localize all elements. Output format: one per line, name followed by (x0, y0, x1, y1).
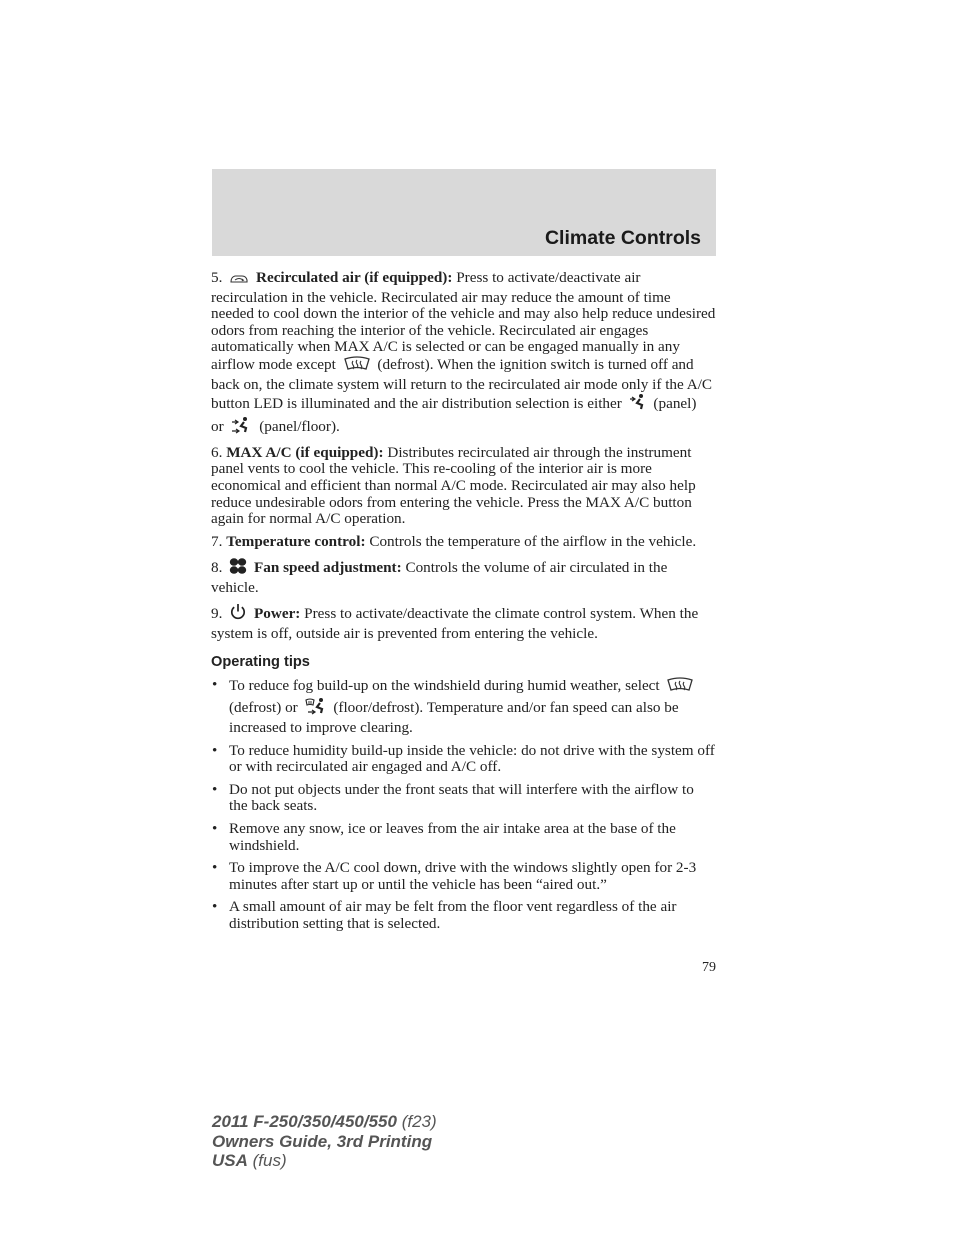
footer-line-2 (212, 1132, 437, 1152)
item-text: Press to activate/deactivate air recirculation in the vehicle. Recirculated air may reduce the amount of time needed to cool down the interior of the vehicle and may also help reduce undesired odors from reaching the interior of the vehicle. Recirculated air engages automatically when MAX A/C is selected or can be engaged manually in any airflow mode except (211, 269, 716, 373)
tips-list (211, 677, 716, 933)
bullet: • (212, 741, 218, 759)
bullet: • (212, 780, 218, 798)
item-power (211, 603, 716, 642)
item-text: Controls the temperature of the airflow in the vehicle. (369, 533, 697, 551)
tip-text: (floor/defrost). Temperature and/or fan speed can also be increased to improve clearing. (229, 699, 679, 737)
footer-line-1 (212, 1112, 437, 1132)
tip-text: To improve the A/C cool down, drive with the windows slightly open for 2-3 minutes after start up or until the vehicle has been “aired out.” (229, 859, 697, 893)
item-text: Press to activate/deactivate the climate control system. When the system is off, outside air is prevented from entering the vehicle. (211, 605, 699, 642)
footer-edition: Owners Guide, 3rd Printing (212, 1131, 433, 1151)
item-text: (panel/floor). (259, 417, 340, 435)
item-label: MAX A/C (if equipped): (226, 443, 384, 461)
power-icon (229, 603, 247, 626)
tip-text: (defrost) or (229, 699, 298, 717)
item-number: 7. (211, 533, 223, 551)
page-title: Climate Controls (544, 227, 701, 249)
list-item (211, 743, 716, 776)
header-bar (212, 169, 716, 256)
panel-floor-mode-icon (230, 416, 252, 439)
footer-line-3 (212, 1151, 437, 1171)
item-recirculated-air (211, 270, 716, 438)
item-number: 5. (211, 269, 223, 286)
defrost-icon (343, 356, 371, 377)
list-item (211, 860, 716, 893)
item-label: Temperature control: (226, 533, 366, 551)
item-number: 8. (211, 559, 223, 577)
defrost-icon (666, 677, 694, 698)
tip-text: A small amount of air may be felt from the floor vent regardless of the air distribution setting that is selected. (229, 898, 677, 932)
item-max-ac (211, 445, 716, 528)
item-text: or (211, 417, 224, 435)
footer (212, 1112, 437, 1171)
recirculation-icon (229, 273, 249, 290)
floor-defrost-icon (305, 697, 327, 720)
item-temperature-control (211, 534, 716, 551)
item-text: Distributes recirculated air through the instrument panel vents to cool the vehicle. This re-cooling of the interior air is more economical and efficient than normal A/C mode. Recirculated air may also help reduce undesirable odors from entering the vehicle. Press the MAX A/C button again for normal A/C operation. (211, 443, 696, 528)
tip-text: Remove any snow, ice or leaves from the air intake area at the base of the windshield. (229, 820, 676, 854)
page-number: 79 (702, 960, 716, 975)
list-item (211, 821, 716, 854)
footer-code: (f23) (401, 1112, 437, 1131)
bullet: • (212, 859, 218, 877)
bullet: • (212, 898, 218, 916)
bullet: • (212, 675, 218, 693)
item-text: Controls the volume of air circulated in the vehicle. (211, 559, 668, 596)
tip-text: To reduce humidity build-up inside the vehicle: do not drive with the system off or with recirculated air engaged and A/C off. (229, 741, 715, 776)
tip-text: To reduce fog build-up on the windshield during humid weather, select (229, 676, 660, 694)
fan-icon (229, 557, 247, 580)
bullet: • (212, 820, 218, 838)
section-heading: Operating tips (211, 654, 310, 671)
item-label: Power: (253, 605, 301, 623)
footer-model: 2011 F-250/350/450/550 (212, 1112, 397, 1131)
footer-market-code: (fus) (252, 1151, 287, 1170)
item-text: (defrost). When the ignition switch is turned off and back on, the climate system will return to the recirculated air mode only if the A/C button LED is illuminated and the air distribution selection is either (211, 355, 713, 413)
item-label: Recirculated air (if equipped): (255, 269, 453, 286)
tip-text: Do not put objects under the front seats that will interfere with the airflow to the back seats. (229, 780, 694, 815)
list-item (211, 899, 716, 932)
content (211, 270, 716, 939)
panel-mode-icon (629, 393, 647, 416)
list-item (211, 677, 716, 737)
list-item (211, 782, 716, 815)
item-fan-speed (211, 557, 716, 596)
item-text: (panel) (653, 395, 697, 413)
item-number: 6. (211, 443, 223, 461)
footer-market: USA (212, 1151, 248, 1170)
item-number: 9. (211, 605, 223, 623)
item-label: Fan speed adjustment: (253, 559, 402, 577)
